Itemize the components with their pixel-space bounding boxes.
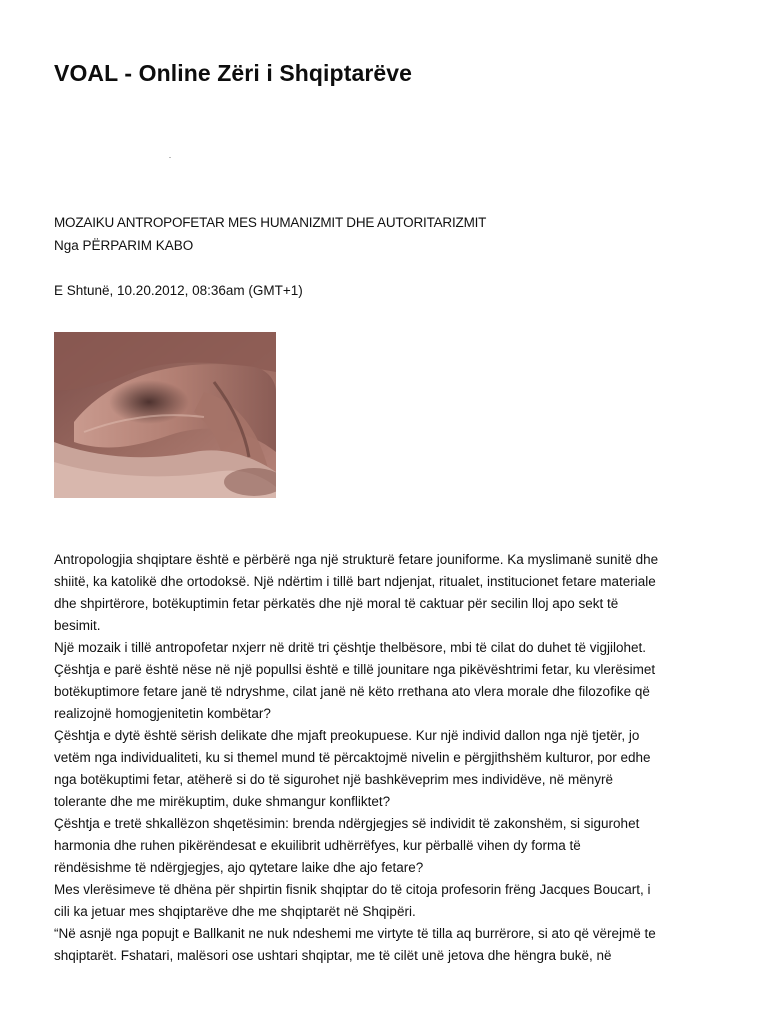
body-line: Çështja e tretë shkallëzon shqetësimin: brenda ndërgjegjes së individit të zakonshëm, si sigurohet [54,816,640,831]
body-line: Çështja e parë është nëse në një popullsi është e tillë jounitare nga pikëvështrimi fetar, ku vlerësimet [54,662,656,677]
body-line: rëndësishme të ndërgjegjes, ajo qytetare laike dhe ajo fetare? [54,860,424,875]
article-body [54,549,746,967]
body-line: Antropologjia shqiptare është e përbërë nga një strukturë fetare jouniforme. Ka myslimanë sunitë dhe [54,552,659,567]
body-line: nga botëkuptimi fetar, atëherë si do të sigurohet një bashkëveprim mes individëve, në mënyrë [54,772,614,787]
body-line: Mes vlerësimeve të dhëna për shpirtin fisnik shqiptar do të citoja profesorin frëng Jacques Boucart, i [54,882,651,897]
article-date: E Shtunë, 10.20.2012, 08:36am (GMT+1) [54,283,303,298]
body-line: cili ka jetuar mes shqiptarëve dhe me shqiptarët në Shqipëri. [54,904,416,919]
body-line: Çështja e dytë është sërish delikate dhe mjaft preokupuese. Kur një individ dallon nga një tjetër, jo [54,728,640,743]
body-line: “Në asnjë nga popujt e Ballkanit ne nuk ndeshemi me virtyte të tilla aq burrërore, si ato që vërejmë te [54,926,656,941]
article-headline: MOZAIKU ANTROPOFETAR MES HUMANIZMIT DHE AUTORITARIZMIT [54,215,487,230]
body-line: shiitë, ka katolikë dhe ortodoksë. Një ndërtim i tillë bart ndjenjat, ritualet, institucionet fetare materiale [54,574,656,589]
article-photo-icon [54,332,276,498]
body-line: shqiptarët. Fshatari, malësori ose ushtari shqiptar, me të cilët unë jetova dhe hëngra bukë, në [54,948,612,963]
body-line: dhe shpirtërore, botëkuptimin fetar përkatës dhe një moral të caktuar për secilin lloj apo sekt të [54,596,619,611]
article-byline: Nga PËRPARIM KABO [54,238,194,253]
body-line: botëkuptimore fetare janë të ndryshme, cilat janë në këto rrethana ato vlera morale dhe filozofike që [54,684,650,699]
body-line: realizojnë homogjenitetin kombëtar? [54,706,271,721]
site-title[interactable]: VOAL - Online Zëri i Shqiptarëve [54,60,413,86]
body-line: harmonia dhe ruhen pikërëndesat e ekuilibrit udhërrëfyes, kur përballë vihen dy forma të [54,838,581,853]
body-line: besimit. [54,618,101,633]
body-line: Një mozaik i tillë antropofetar nxjerr në dritë tri çështje thelbësore, mbi të cilat do duhet të vigjilohet. [54,640,647,655]
body-line: tolerante dhe me mirëkuptim, duke shmangur konfliktet? [54,794,391,809]
body-line: vetëm nga individualiteti, ku si themel mund të përcaktojmë nivelin e përgjithshëm kulturor, por edhe [54,750,651,765]
stray-mark [169,157,171,158]
